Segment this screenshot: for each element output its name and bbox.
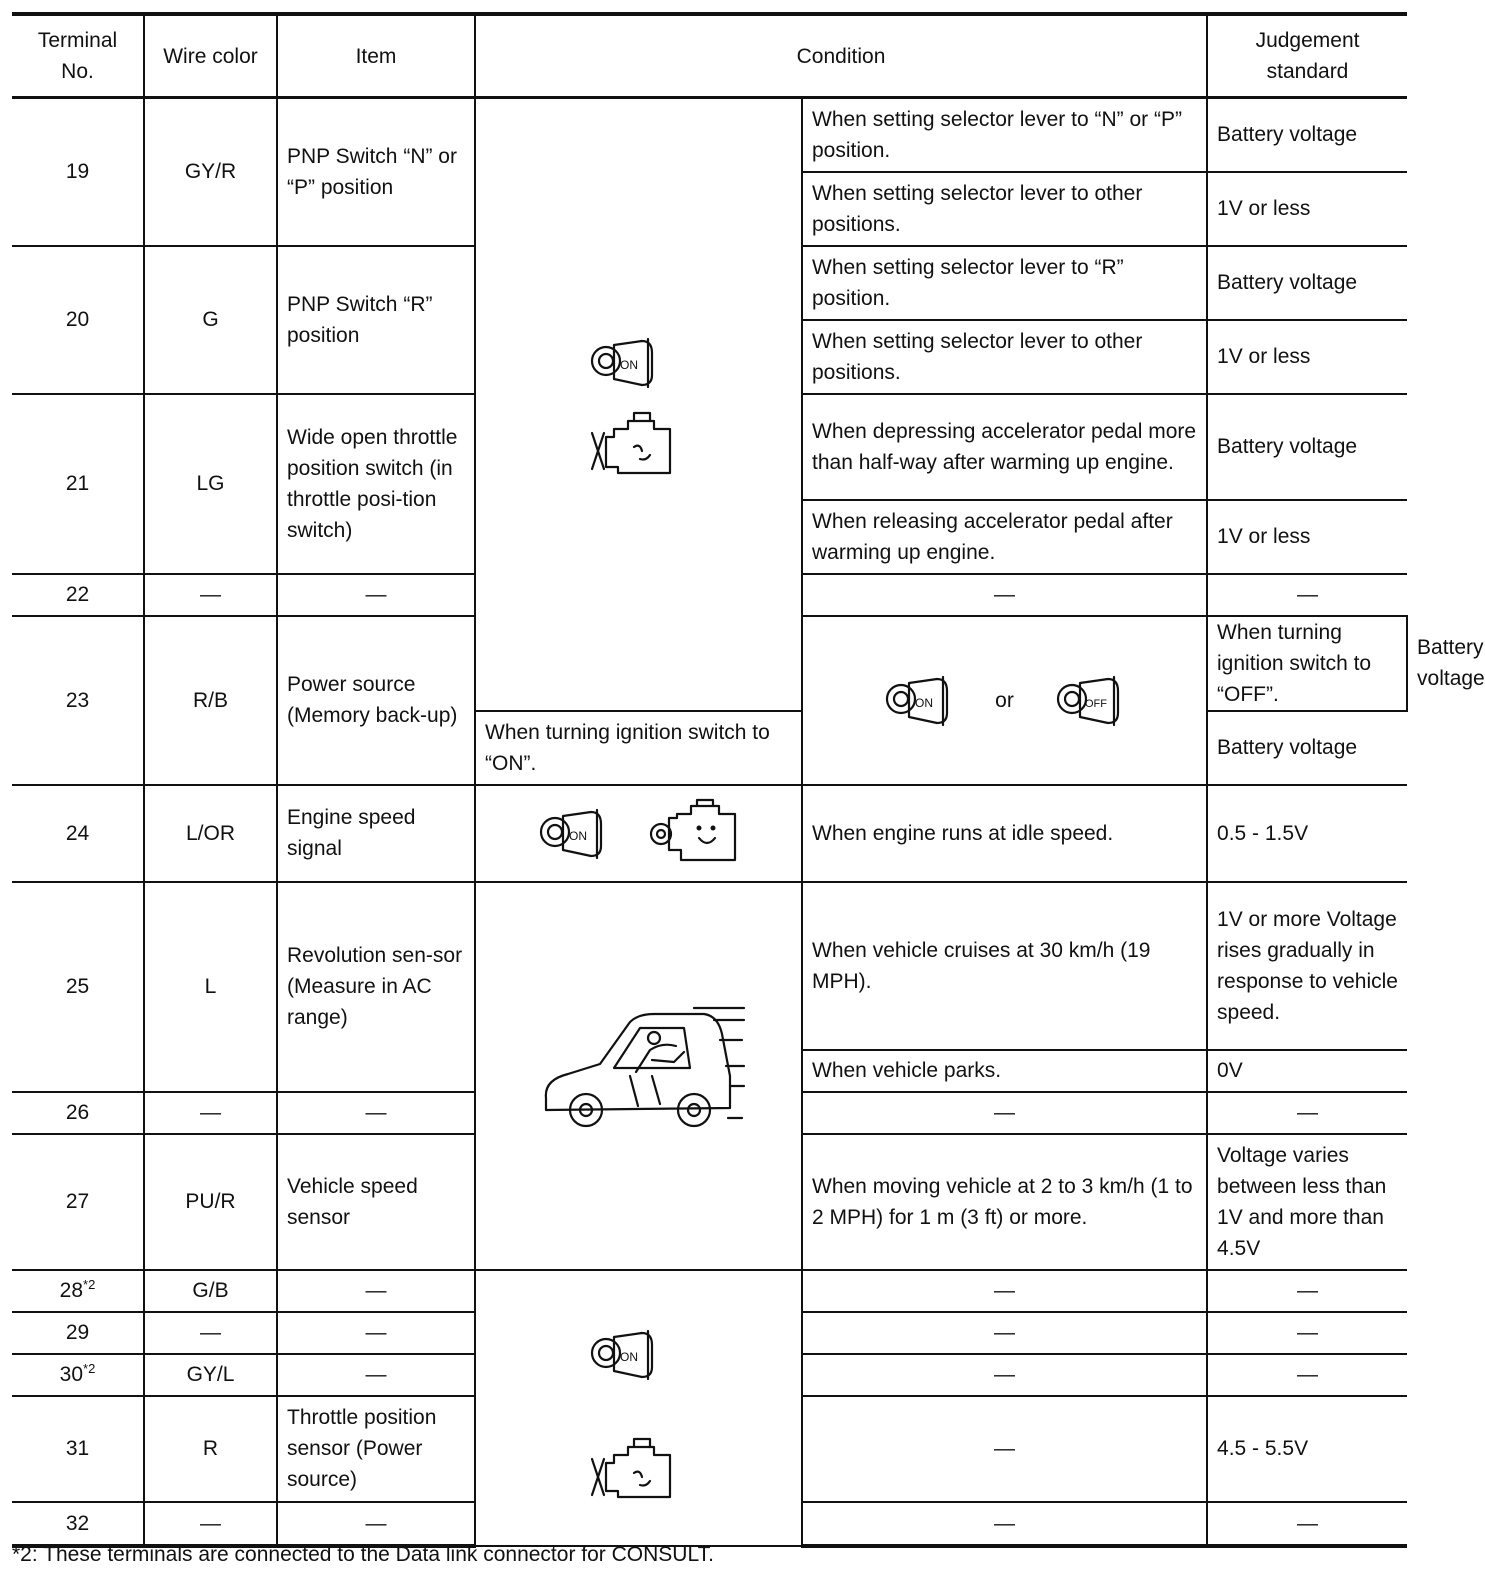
terminal-no (12, 1354, 144, 1396)
wire-color: L/OR (144, 785, 277, 882)
footnote: *2: These terminals are connected to the Data link connector for CONSULT. (12, 1543, 714, 1566)
ignition-key-on-icon (584, 329, 694, 479)
header-terminal: Terminal No. (12, 14, 144, 98)
terminal-spec-sheet (12, 12, 1485, 1566)
terminal-no: 20 (12, 246, 144, 394)
table-row (12, 882, 1407, 1050)
judgement-value: 1V or less (1207, 500, 1407, 574)
condition-text: When setting selector lever to “N” or “P” position. (802, 98, 1207, 172)
icon-cell-ignition-engine-running (475, 785, 802, 882)
judgement-value: Battery voltage (1207, 711, 1407, 785)
item-name: Throttle position sensor (Power source) (277, 1396, 475, 1502)
condition-text: When vehicle parks. (802, 1050, 1207, 1092)
terminal-number: 30 (59, 1363, 84, 1386)
footnote-mark: *2 (83, 1361, 96, 1376)
icon-cell-ignition-on-or-off (802, 616, 1207, 785)
header-condition: Condition (475, 14, 1207, 98)
terminal-no: 26 (12, 1092, 144, 1134)
terminal-no: 19 (12, 98, 144, 246)
icon-cell-ignition-engine-off (475, 98, 802, 711)
key-on-label: ON (915, 696, 934, 710)
terminal-number: 28 (59, 1279, 84, 1302)
condition-text: — (802, 574, 1207, 616)
terminal-no: 25 (12, 882, 144, 1092)
footnote-mark: *2 (83, 1277, 96, 1292)
table-row (12, 785, 1407, 882)
icon-cell-vehicle-driving (475, 882, 802, 1270)
terminal-no: 22 (12, 574, 144, 616)
wire-color: G/B (144, 1270, 277, 1312)
judgement-value: 1V or less (1207, 172, 1407, 246)
item-name: Wide open throttle position switch (in throttle posi-tion switch) (277, 394, 475, 574)
ignition-key-on-icon (584, 1313, 694, 1503)
judgement-value: — (1207, 1270, 1407, 1312)
wire-color: R/B (144, 616, 277, 785)
wire-color: — (144, 1092, 277, 1134)
terminal-no (12, 1270, 144, 1312)
condition-text: — (802, 1396, 1207, 1502)
condition-text: When releasing accelerator pedal after warming up engine. (802, 500, 1207, 574)
wire-color: GY/R (144, 98, 277, 246)
terminal-no: 21 (12, 394, 144, 574)
terminal-no: 29 (12, 1312, 144, 1354)
condition-text: When turning ignition switch to “OFF”. (1207, 616, 1407, 711)
ignition-key-on-icon (537, 800, 609, 866)
condition-text: — (802, 1270, 1207, 1312)
condition-text: When moving vehicle at 2 to 3 km/h (1 to 2 MPH) for 1 m (3 ft) or more. (802, 1134, 1207, 1270)
judgement-value: — (1207, 1502, 1407, 1546)
wire-color: GY/L (144, 1354, 277, 1396)
item-name: PNP Switch “R” position (277, 246, 475, 394)
judgement-value: — (1207, 574, 1407, 616)
condition-text: — (802, 1312, 1207, 1354)
engine-running-icon (649, 798, 741, 868)
terminal-no: 31 (12, 1396, 144, 1502)
item-name: Vehicle speed sensor (277, 1134, 475, 1270)
item-name: — (277, 1092, 475, 1134)
key-on-label: ON (619, 358, 638, 373)
judgement-value: Battery voltage (1207, 394, 1407, 500)
item-name: — (277, 574, 475, 616)
condition-text: When depressing accelerator pedal more than half-way after warming up engine. (802, 394, 1207, 500)
ignition-key-off-icon (1054, 667, 1126, 733)
judgement-value: — (1207, 1312, 1407, 1354)
terminal-no: 23 (12, 616, 144, 785)
item-name: — (277, 1502, 475, 1546)
ignition-key-on-icon (883, 667, 955, 733)
icon-cell-ignition-engine-off (475, 1270, 802, 1546)
engine-stopped-icon (592, 1439, 670, 1497)
key-off-label: OFF (1084, 698, 1107, 710)
condition-text: When setting selector lever to other positions. (802, 320, 1207, 394)
or-label: or (995, 688, 1014, 712)
terminal-no: 27 (12, 1134, 144, 1270)
condition-text: When setting selector lever to “R” position. (802, 246, 1207, 320)
header-judgement: Judgement standard (1207, 14, 1407, 98)
header-item: Item (277, 14, 475, 98)
key-on-label: ON (619, 1349, 638, 1364)
wire-color: G (144, 246, 277, 394)
judgement-value: Voltage varies between less than 1V and more than 4.5V (1207, 1134, 1407, 1270)
engine-stopped-icon (592, 413, 670, 473)
item-name: Revolution sen-sor (Measure in AC range) (277, 882, 475, 1092)
item-name: PNP Switch “N” or “P” position (277, 98, 475, 246)
header-wire-color: Wire color (144, 14, 277, 98)
wire-color: R (144, 1396, 277, 1502)
table-row (12, 98, 1407, 172)
item-name: Engine speed signal (277, 785, 475, 882)
condition-text: When turning ignition switch to “ON”. (475, 711, 802, 785)
wire-color: — (144, 1312, 277, 1354)
condition-text: — (802, 1092, 1207, 1134)
judgement-value: Battery voltage (1207, 98, 1407, 172)
terminal-no: 24 (12, 785, 144, 882)
wire-color: — (144, 574, 277, 616)
vehicle-driving-icon (534, 1006, 744, 1146)
table-row (12, 1270, 1407, 1312)
item-name: Power source (Memory back-up) (277, 616, 475, 785)
judgement-value: — (1207, 1092, 1407, 1134)
terminal-no: 32 (12, 1502, 144, 1546)
condition-text: When vehicle cruises at 30 km/h (19 MPH). (802, 882, 1207, 1050)
wire-color: L (144, 882, 277, 1092)
judgement-value: 1V or more Voltage rises gradually in response to vehicle speed. (1207, 882, 1407, 1050)
condition-text: When setting selector lever to other positions. (802, 172, 1207, 246)
wire-color: PU/R (144, 1134, 277, 1270)
wire-color: LG (144, 394, 277, 574)
item-name: — (277, 1354, 475, 1396)
item-name: — (277, 1312, 475, 1354)
condition-text: When engine runs at idle speed. (802, 785, 1207, 882)
header-row (12, 14, 1407, 98)
judgement-value: 0.5 - 1.5V (1207, 785, 1407, 882)
terminal-table (12, 12, 1485, 1548)
wire-color: — (144, 1502, 277, 1546)
judgement-value: — (1207, 1354, 1407, 1396)
condition-text: — (802, 1502, 1207, 1546)
judgement-value: 4.5 - 5.5V (1207, 1396, 1407, 1502)
table-row: 23 R/B Power source (Memory back-up) ON or OFF When turning ignition switch to “OFF”. Battery voltage (12, 616, 1407, 711)
judgement-value: 0V (1207, 1050, 1407, 1092)
judgement-value: 1V or less (1207, 320, 1407, 394)
item-name: — (277, 1270, 475, 1312)
judgement-value: Battery voltage (1207, 246, 1407, 320)
condition-text: — (802, 1354, 1207, 1396)
key-on-label: ON (568, 829, 587, 843)
